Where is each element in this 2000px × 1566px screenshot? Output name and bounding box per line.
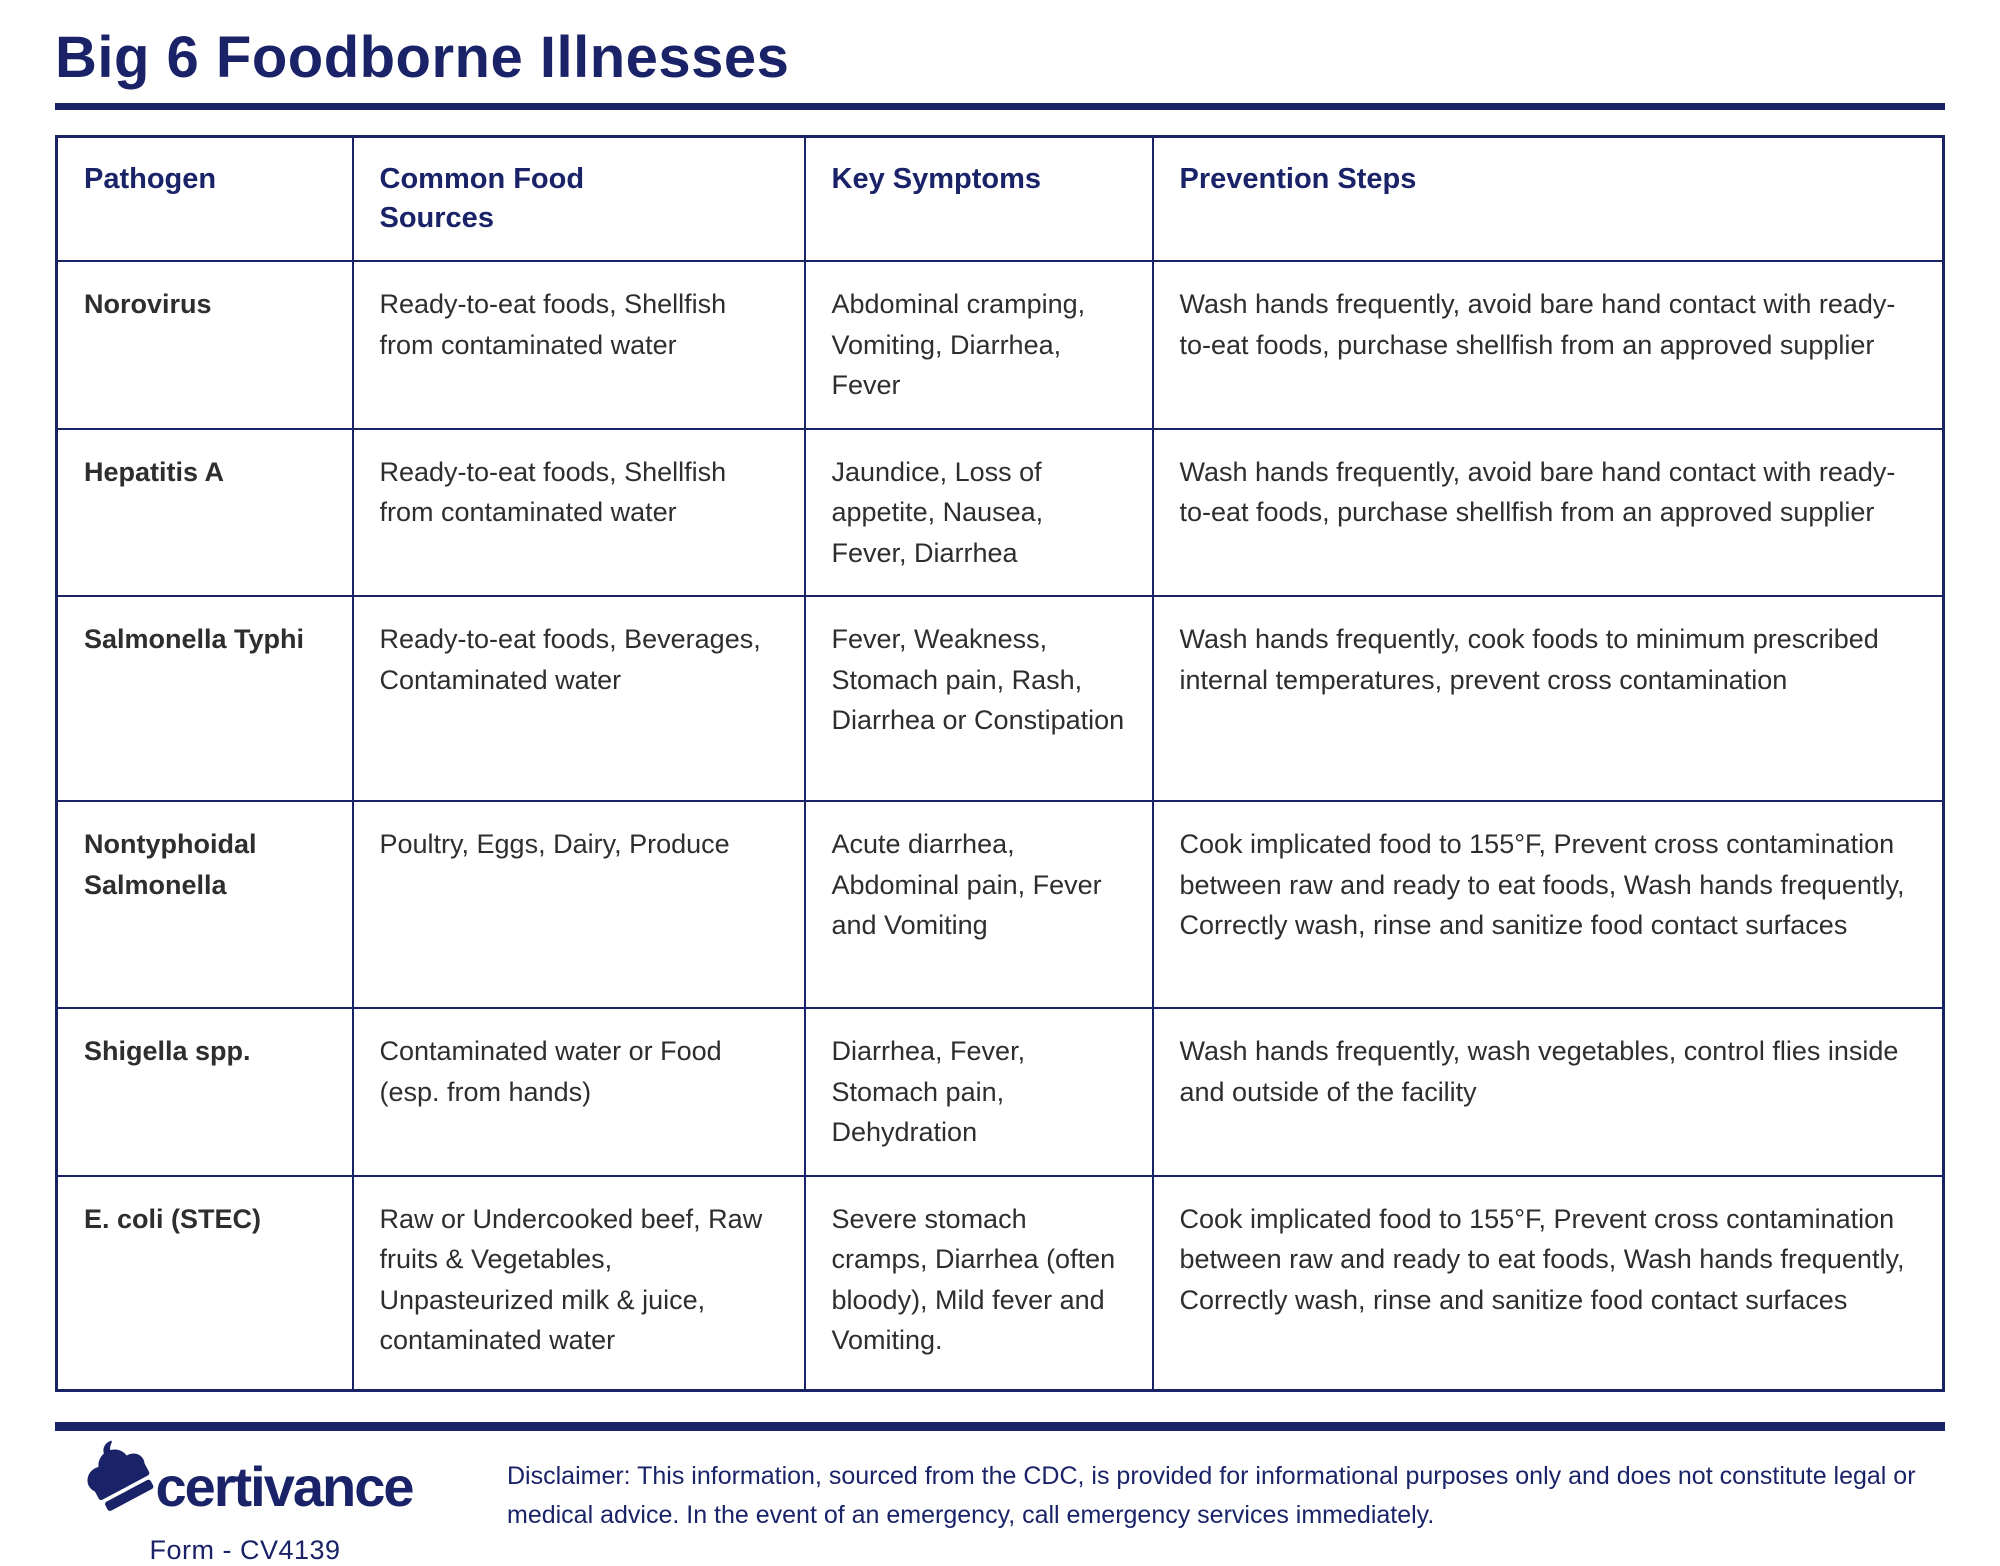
table-row (57, 1176, 1944, 1391)
table-header-row (57, 136, 1944, 261)
table-row (57, 596, 1944, 801)
food-sources-cell: Ready-to-eat foods, Beverages, Contaminated water (353, 596, 805, 801)
footer (55, 1441, 1945, 1566)
pathogen-cell: Nontyphoidal Salmonella (57, 801, 353, 1008)
footer-divider (55, 1422, 1945, 1431)
disclaimer-text: Disclaimer: This information, sourced from the CDC, is provided for informational purposes only and does not constitute legal or medical advice. In the event of an emergency, call emergency services immediately. (507, 1462, 1916, 1529)
header-pathogen: Pathogen (57, 136, 353, 261)
symptoms-cell: Diarrhea, Fever, Stomach pain, Dehydration (805, 1008, 1153, 1176)
food-sources-cell: Raw or Undercooked beef, Raw fruits & Vegetables, Unpasteurized milk & juice, contaminated water (353, 1176, 805, 1391)
symptoms-cell: Abdominal cramping, Vomiting, Diarrhea, Fever (805, 261, 1153, 429)
symptoms-cell: Jaundice, Loss of appetite, Nausea, Fever, Diarrhea (805, 429, 1153, 597)
foodborne-illness-table (55, 135, 1945, 1392)
chef-hat-icon (77, 1435, 169, 1527)
header-key-symptoms: Key Symptoms (805, 136, 1153, 261)
header-food-sources: Common Food Sources (353, 136, 805, 261)
brand-wordmark: certivance (155, 1455, 413, 1519)
prevention-cell: Cook implicated food to 155°F, Prevent cross contamination between raw and ready to eat foods, Wash hands frequently, Correctly wash, rinse and sanitize food contact surfaces (1153, 1176, 1944, 1391)
symptoms-cell: Severe stomach cramps, Diarrhea (often bloody), Mild fever and Vomiting. (805, 1176, 1153, 1391)
symptoms-cell: Acute diarrhea, Abdominal pain, Fever and Vomiting (805, 801, 1153, 1008)
food-sources-cell: Ready-to-eat foods, Shellfish from contaminated water (353, 261, 805, 429)
prevention-cell: Cook implicated food to 155°F, Prevent cross contamination between raw and ready to eat foods, Wash hands frequently, Correctly wash, rinse and sanitize food contact surfaces (1153, 801, 1944, 1008)
food-sources-cell: Ready-to-eat foods, Shellfish from contaminated water (353, 429, 805, 597)
brand-logo (55, 1441, 435, 1566)
pathogen-cell: Salmonella Typhi (57, 596, 353, 801)
title-divider (55, 103, 1945, 110)
prevention-cell: Wash hands frequently, avoid bare hand contact with ready-to-eat foods, purchase shellfish from an approved supplier (1153, 261, 1944, 429)
prevention-cell: Wash hands frequently, cook foods to minimum prescribed internal temperatures, prevent cross contamination (1153, 596, 1944, 801)
form-number: Form - CV4139 (149, 1535, 341, 1566)
table-row (57, 1008, 1944, 1176)
food-sources-cell: Contaminated water or Food (esp. from hands) (353, 1008, 805, 1176)
page-title: Big 6 Foodborne Illnesses (55, 25, 790, 90)
pathogen-cell: Hepatitis A (57, 429, 353, 597)
food-sources-cell: Poultry, Eggs, Dairy, Produce (353, 801, 805, 1008)
prevention-cell: Wash hands frequently, wash vegetables, control flies inside and outside of the facility (1153, 1008, 1944, 1176)
symptoms-cell: Fever, Weakness, Stomach pain, Rash, Diarrhea or Constipation (805, 596, 1153, 801)
pathogen-cell: Norovirus (57, 261, 353, 429)
table-row (57, 801, 1944, 1008)
pathogen-cell: Shigella spp. (57, 1008, 353, 1176)
header-prevention-steps: Prevention Steps (1153, 136, 1944, 261)
table-row (57, 261, 1944, 429)
pathogen-cell: E. coli (STEC) (57, 1176, 353, 1391)
prevention-cell: Wash hands frequently, avoid bare hand contact with ready-to-eat foods, purchase shellfish from an approved supplier (1153, 429, 1944, 597)
table-row (57, 429, 1944, 597)
